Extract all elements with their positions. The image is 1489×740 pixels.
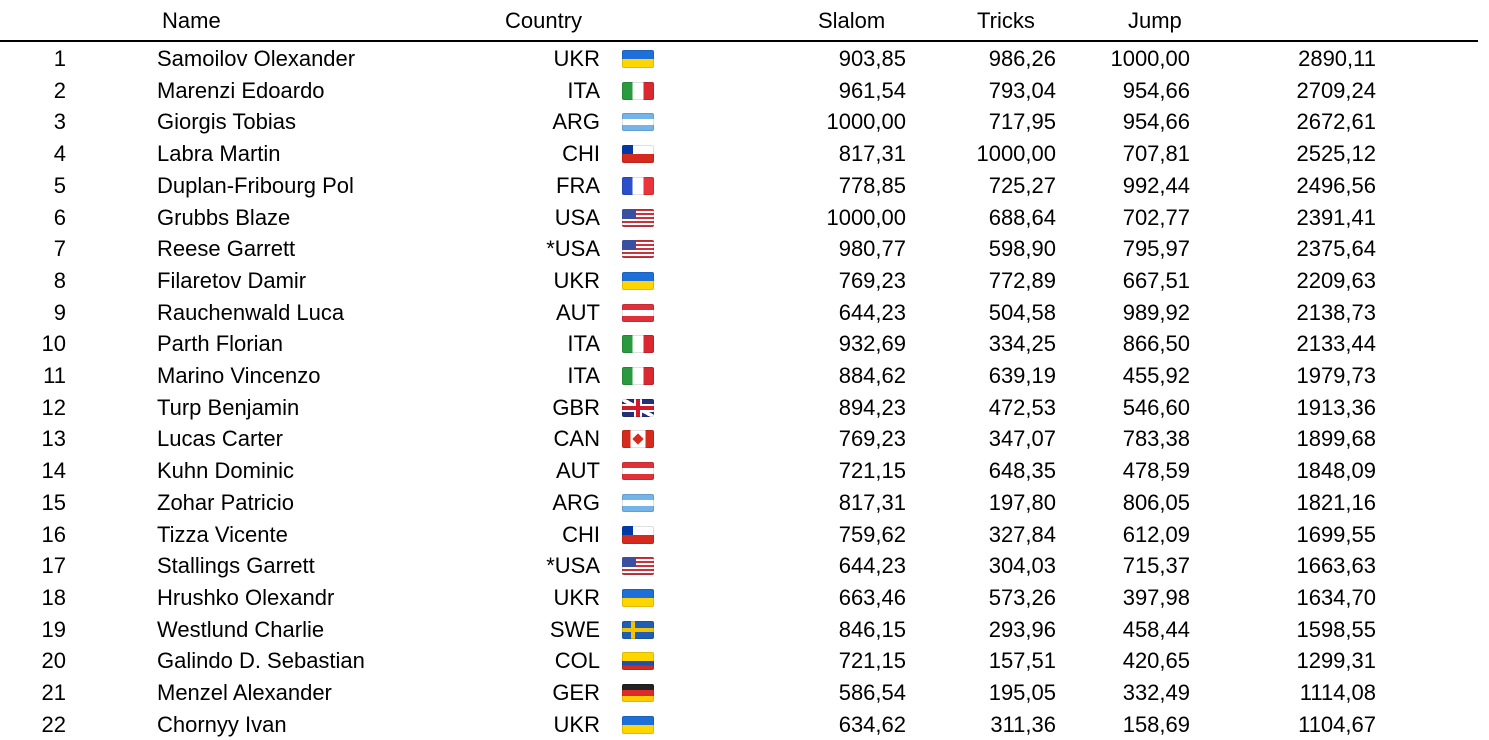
jump-score: 866,50	[1122, 331, 1190, 357]
table-row	[0, 360, 1489, 392]
athlete-name: Labra Martin	[157, 141, 281, 167]
rank-cell: 16	[41, 521, 66, 547]
athlete-name: Galindo D. Sebastian	[157, 648, 365, 674]
slalom-score: 884,62	[838, 363, 906, 388]
table-row	[0, 328, 1489, 360]
slalom-score: 644,23	[838, 299, 906, 325]
country-code: CHI	[562, 521, 600, 547]
athlete-name: Stallings Garrett	[157, 553, 315, 579]
table-row	[0, 233, 1489, 265]
rank-cell: 20	[41, 648, 66, 674]
jump-score: 707,81	[1122, 141, 1190, 167]
athlete-name: Tizza Vicente	[157, 521, 288, 547]
jump-score: 702,77	[1122, 204, 1190, 230]
tricks-score: 598,90	[988, 236, 1056, 262]
country-code: *USA	[546, 236, 600, 262]
tricks-score: 472,53	[988, 394, 1056, 420]
flag-colombia-icon	[622, 652, 654, 670]
flag-italy-icon	[622, 367, 654, 385]
slalom-score: 586,54	[838, 680, 906, 705]
table-row	[0, 550, 1489, 582]
country-code: ITA	[567, 331, 600, 357]
rank-cell: 15	[41, 489, 66, 515]
rank-cell: 1	[53, 46, 66, 71]
jump-score: 795,97	[1122, 236, 1190, 262]
total-score: 2672,61	[1296, 109, 1376, 135]
tricks-score: 688,64	[988, 204, 1056, 230]
tricks-score: 347,07	[988, 426, 1056, 452]
tricks-score: 504,58	[988, 299, 1056, 325]
rank-cell: 11	[43, 363, 66, 388]
table-row	[0, 170, 1489, 202]
country-code: UKR	[553, 711, 600, 737]
table-row	[0, 265, 1489, 297]
table-row	[0, 106, 1489, 138]
rank-cell: 8	[53, 267, 66, 293]
jump-score: 783,38	[1122, 426, 1190, 452]
athlete-name: Lucas Carter	[157, 426, 283, 452]
rank-cell: 21	[41, 680, 66, 705]
athlete-name: Parth Florian	[157, 331, 283, 357]
flag-chile-icon	[622, 526, 654, 544]
country-code: UKR	[553, 46, 600, 71]
rank-cell: 12	[41, 394, 66, 420]
athlete-name: Giorgis Tobias	[157, 109, 296, 135]
athlete-name: Duplan-Fribourg Pol	[157, 172, 354, 198]
flag-argentina-icon	[622, 494, 654, 512]
flag-ukraine-icon	[622, 716, 654, 734]
total-score: 2709,24	[1296, 77, 1376, 103]
table-row	[0, 202, 1489, 234]
country-code: AUT	[556, 299, 600, 325]
rank-cell: 19	[41, 616, 66, 642]
table-row	[0, 297, 1489, 329]
flag-argentina-icon	[622, 113, 654, 131]
total-score: 1114,08	[1299, 680, 1376, 705]
table-row	[0, 519, 1489, 551]
table-row	[0, 487, 1489, 519]
slalom-score: 663,46	[838, 584, 906, 610]
flag-chile-icon	[622, 145, 654, 163]
jump-score: 158,69	[1122, 711, 1190, 737]
rank-cell: 17	[41, 553, 66, 579]
slalom-score: 903,85	[838, 46, 906, 71]
rank-cell: 13	[41, 426, 66, 452]
tricks-score: 197,80	[988, 489, 1056, 515]
tricks-score: 293,96	[988, 616, 1056, 642]
country-code: ITA	[567, 363, 600, 388]
total-score: 1979,73	[1296, 363, 1376, 388]
jump-score: 478,59	[1122, 458, 1190, 484]
slalom-score: 634,62	[838, 711, 906, 737]
table-row	[0, 709, 1489, 740]
tricks-score: 573,26	[988, 584, 1056, 610]
slalom-score: 721,15	[838, 648, 906, 674]
total-score: 2525,12	[1296, 141, 1376, 167]
total-score: 2133,44	[1296, 331, 1376, 357]
slalom-score: 980,77	[838, 236, 906, 262]
country-code: ITA	[567, 77, 600, 103]
flag-ukraine-icon	[622, 50, 654, 68]
slalom-score: 759,62	[838, 521, 906, 547]
country-code: ARG	[552, 489, 600, 515]
tricks-score: 639,19	[988, 363, 1056, 388]
tricks-score: 772,89	[988, 267, 1056, 293]
rank-cell: 7	[53, 236, 66, 262]
tricks-score: 334,25	[988, 331, 1056, 357]
country-code: SWE	[549, 616, 600, 642]
table-row	[0, 645, 1489, 677]
total-score: 1634,70	[1296, 584, 1376, 610]
tricks-score: 793,04	[988, 77, 1056, 103]
athlete-name: Zohar Patricio	[157, 489, 294, 515]
flag-italy-icon	[622, 82, 654, 100]
slalom-score: 769,23	[838, 267, 906, 293]
flag-usa-icon	[622, 557, 654, 575]
tricks-score: 717,95	[988, 109, 1056, 135]
rank-cell: 5	[53, 172, 66, 198]
total-score: 1299,31	[1296, 648, 1376, 674]
country-code: GER	[552, 680, 600, 705]
slalom-score: 778,85	[838, 172, 906, 198]
rank-cell: 9	[53, 299, 66, 325]
flag-usa-icon	[622, 240, 654, 258]
jump-score: 455,92	[1122, 363, 1190, 388]
jump-score: 546,60	[1122, 394, 1190, 420]
slalom-score: 817,31	[838, 141, 906, 167]
country-code: CAN	[553, 426, 600, 452]
total-score: 1699,55	[1296, 521, 1376, 547]
tricks-score: 195,05	[988, 680, 1056, 705]
jump-score: 1000,00	[1110, 46, 1190, 71]
country-code: FRA	[556, 172, 600, 198]
slalom-score: 769,23	[838, 426, 906, 452]
slalom-score: 817,31	[838, 489, 906, 515]
total-score: 1598,55	[1296, 616, 1376, 642]
jump-score: 397,98	[1122, 584, 1190, 610]
table-row	[0, 677, 1489, 709]
flag-italy-icon	[622, 335, 654, 353]
total-score: 2391,41	[1296, 204, 1376, 230]
total-score: 1663,63	[1296, 553, 1376, 579]
rank-cell: 4	[53, 141, 66, 167]
country-code: *USA	[546, 553, 600, 579]
total-score: 2138,73	[1296, 299, 1376, 325]
jump-score: 715,37	[1122, 553, 1190, 579]
country-code: COL	[554, 648, 600, 674]
table-row	[0, 423, 1489, 455]
header-jump: Jump	[1128, 8, 1182, 33]
flag-germany-icon	[622, 684, 654, 702]
total-score: 1104,67	[1298, 711, 1376, 737]
athlete-name: Filaretov Damir	[157, 267, 307, 293]
tricks-score: 986,26	[988, 46, 1056, 71]
slalom-score: 894,23	[838, 394, 906, 420]
flag-france-icon	[622, 177, 654, 195]
athlete-name: Hrushko Olexandr	[157, 584, 335, 610]
flag-ukraine-icon	[622, 272, 654, 290]
tricks-score: 327,84	[988, 521, 1056, 547]
total-score: 1913,36	[1296, 394, 1376, 420]
table-row	[0, 582, 1489, 614]
header-tricks: Tricks	[977, 8, 1035, 33]
total-score: 2375,64	[1296, 236, 1376, 262]
table-row	[0, 614, 1489, 646]
flag-austria-icon	[622, 462, 654, 480]
total-score: 1848,09	[1296, 458, 1376, 484]
athlete-name: Samoilov Olexander	[157, 46, 356, 71]
athlete-name: Reese Garrett	[157, 236, 296, 262]
tricks-score: 1000,00	[976, 141, 1056, 167]
rank-cell: 6	[53, 204, 66, 230]
jump-score: 332,49	[1122, 680, 1190, 705]
athlete-name: Chornyy Ivan	[157, 711, 287, 737]
flag-ukraine-icon	[622, 589, 654, 607]
jump-score: 954,66	[1122, 109, 1190, 135]
jump-score: 458,44	[1122, 616, 1190, 642]
header-divider	[0, 40, 1478, 42]
flag-austria-icon	[622, 304, 654, 322]
athlete-name: Kuhn Dominic	[157, 458, 294, 484]
country-code: GBR	[552, 394, 600, 420]
tricks-score: 311,36	[990, 711, 1056, 737]
total-score: 2496,56	[1296, 172, 1376, 198]
table-row	[0, 138, 1489, 170]
slalom-score: 721,15	[838, 458, 906, 484]
total-score: 1899,68	[1296, 426, 1376, 452]
rank-cell: 14	[41, 458, 66, 484]
jump-score: 806,05	[1122, 489, 1190, 515]
flag-canada-icon	[622, 430, 654, 448]
country-code: UKR	[553, 584, 600, 610]
slalom-score: 961,54	[838, 77, 906, 103]
tricks-score: 648,35	[988, 458, 1056, 484]
slalom-score: 644,23	[838, 553, 906, 579]
athlete-name: Marenzi Edoardo	[157, 77, 325, 103]
country-code: AUT	[556, 458, 600, 484]
jump-score: 989,92	[1122, 299, 1190, 325]
flag-usa-icon	[622, 209, 654, 227]
rank-cell: 18	[41, 584, 66, 610]
jump-score: 954,66	[1122, 77, 1190, 103]
total-score: 1821,16	[1296, 489, 1376, 515]
slalom-score: 932,69	[838, 331, 906, 357]
tricks-score: 157,51	[988, 648, 1056, 674]
country-code: CHI	[562, 141, 600, 167]
table-row	[0, 43, 1489, 75]
flag-sweden-icon	[622, 621, 654, 639]
slalom-score: 1000,00	[826, 109, 906, 135]
tricks-score: 304,03	[988, 553, 1056, 579]
rank-cell: 3	[53, 109, 66, 135]
athlete-name: Grubbs Blaze	[157, 204, 291, 230]
slalom-score: 846,15	[838, 616, 906, 642]
header-name: Name	[162, 8, 221, 33]
rank-cell: 22	[41, 711, 66, 737]
jump-score: 667,51	[1122, 267, 1190, 293]
header-country: Country	[505, 8, 583, 33]
athlete-name: Menzel Alexander	[157, 680, 332, 705]
total-score: 2209,63	[1296, 267, 1376, 293]
jump-score: 612,09	[1122, 521, 1190, 547]
country-code: UKR	[553, 267, 600, 293]
athlete-name: Turp Benjamin	[157, 394, 300, 420]
rank-cell: 10	[41, 331, 66, 357]
header-slalom: Slalom	[818, 8, 886, 33]
rank-cell: 2	[53, 77, 66, 103]
country-code: USA	[554, 204, 600, 230]
total-score: 2890,11	[1298, 46, 1376, 71]
jump-score: 420,65	[1122, 648, 1190, 674]
table-row	[0, 75, 1489, 107]
table-row	[0, 392, 1489, 424]
slalom-score: 1000,00	[826, 204, 906, 230]
jump-score: 992,44	[1122, 172, 1190, 198]
athlete-name: Rauchenwald Luca	[157, 299, 345, 325]
athlete-name: Marino Vincenzo	[157, 363, 321, 388]
flag-uk-icon	[622, 399, 654, 417]
table-row	[0, 455, 1489, 487]
athlete-name: Westlund Charlie	[157, 616, 325, 642]
country-code: ARG	[552, 109, 600, 135]
tricks-score: 725,27	[988, 172, 1056, 198]
